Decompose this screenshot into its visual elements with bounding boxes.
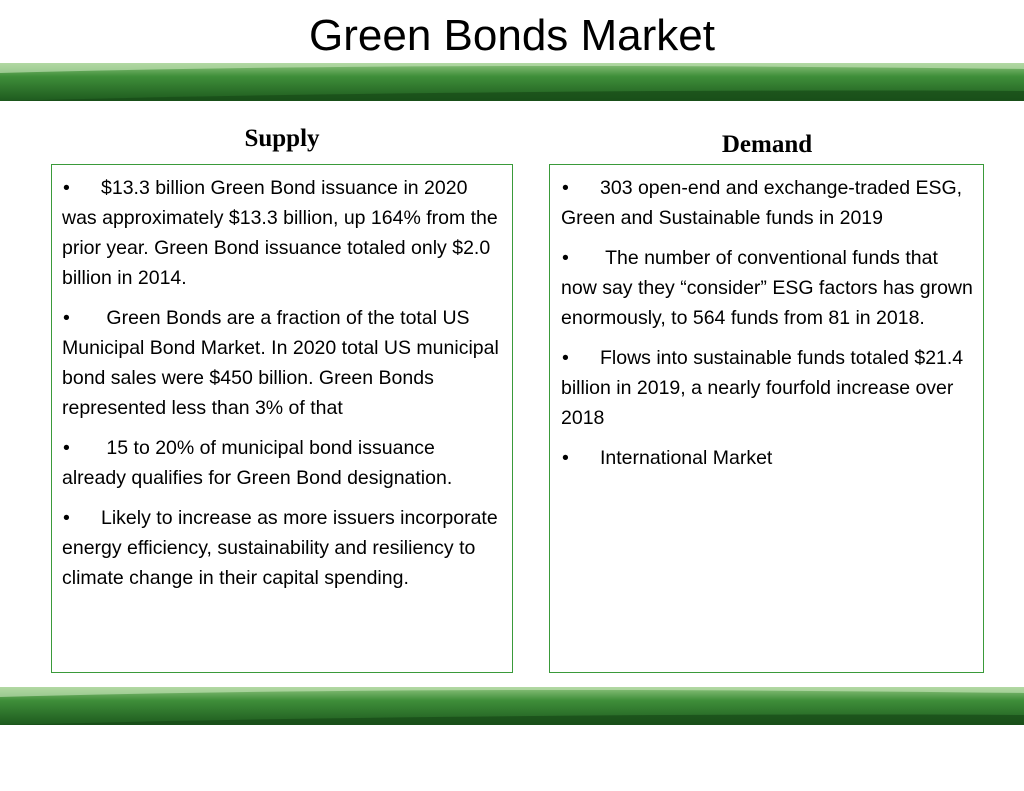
supply-item-text: $13.3 billion Green Bond issuance in 2020 was approximately $13.3 billion, up 164% from the prior year. Green Bond issuance totaled only $2.0 billion in 2014. bbox=[62, 177, 498, 289]
demand-item-text: 303 open-end and exchange-traded ESG, Green and Sustainable funds in 2019 bbox=[561, 177, 963, 229]
demand-heading: Demand bbox=[721, 131, 813, 158]
supply-item-text: Green Bonds are a fraction of the total US Municipal Bond Market. In 2020 total US municipal bond sales were $450 billion. Green Bonds represented less than 3% of that bbox=[62, 307, 499, 419]
bullet-icon: • bbox=[63, 307, 70, 329]
bottom-band-graphic bbox=[0, 687, 1024, 725]
bottom-green-band bbox=[0, 687, 1024, 725]
demand-item-text: Flows into sustainable funds totaled $21.4 billion in 2019, a nearly fourfold increase over 2018 bbox=[561, 347, 964, 429]
supply-heading: Supply bbox=[244, 125, 320, 152]
supply-item bbox=[62, 433, 502, 493]
demand-item bbox=[561, 173, 975, 233]
bullet-icon: • bbox=[63, 437, 70, 459]
supply-box bbox=[51, 164, 513, 673]
bullet-icon: • bbox=[562, 177, 569, 199]
demand-item bbox=[561, 343, 975, 433]
demand-list bbox=[550, 165, 983, 473]
supply-list bbox=[52, 165, 512, 593]
supply-item-text: 15 to 20% of municipal bond issuance already qualifies for Green Bond designation. bbox=[62, 437, 453, 489]
bullet-icon: • bbox=[562, 347, 569, 369]
page-title: Green Bonds Market bbox=[309, 11, 715, 60]
bullet-icon: • bbox=[63, 177, 70, 199]
supply-item bbox=[62, 303, 502, 423]
bullet-icon: • bbox=[562, 447, 569, 469]
demand-item bbox=[561, 243, 975, 333]
demand-item-text: International Market bbox=[600, 447, 773, 469]
demand-box bbox=[549, 164, 984, 673]
top-band-graphic bbox=[0, 63, 1024, 101]
top-green-band bbox=[0, 63, 1024, 101]
supply-item-text: Likely to increase as more issuers incorporate energy efficiency, sustainability and resiliency to climate change in their capital spending. bbox=[62, 507, 498, 589]
bullet-icon: • bbox=[63, 507, 70, 529]
supply-item bbox=[62, 173, 502, 293]
demand-item bbox=[561, 443, 975, 473]
supply-item bbox=[62, 503, 502, 593]
bullet-icon: • bbox=[562, 247, 569, 269]
demand-item-text: The number of conventional funds that now say they “consider” ESG factors has grown enormously, to 564 funds from 81 in 2018. bbox=[561, 247, 973, 329]
